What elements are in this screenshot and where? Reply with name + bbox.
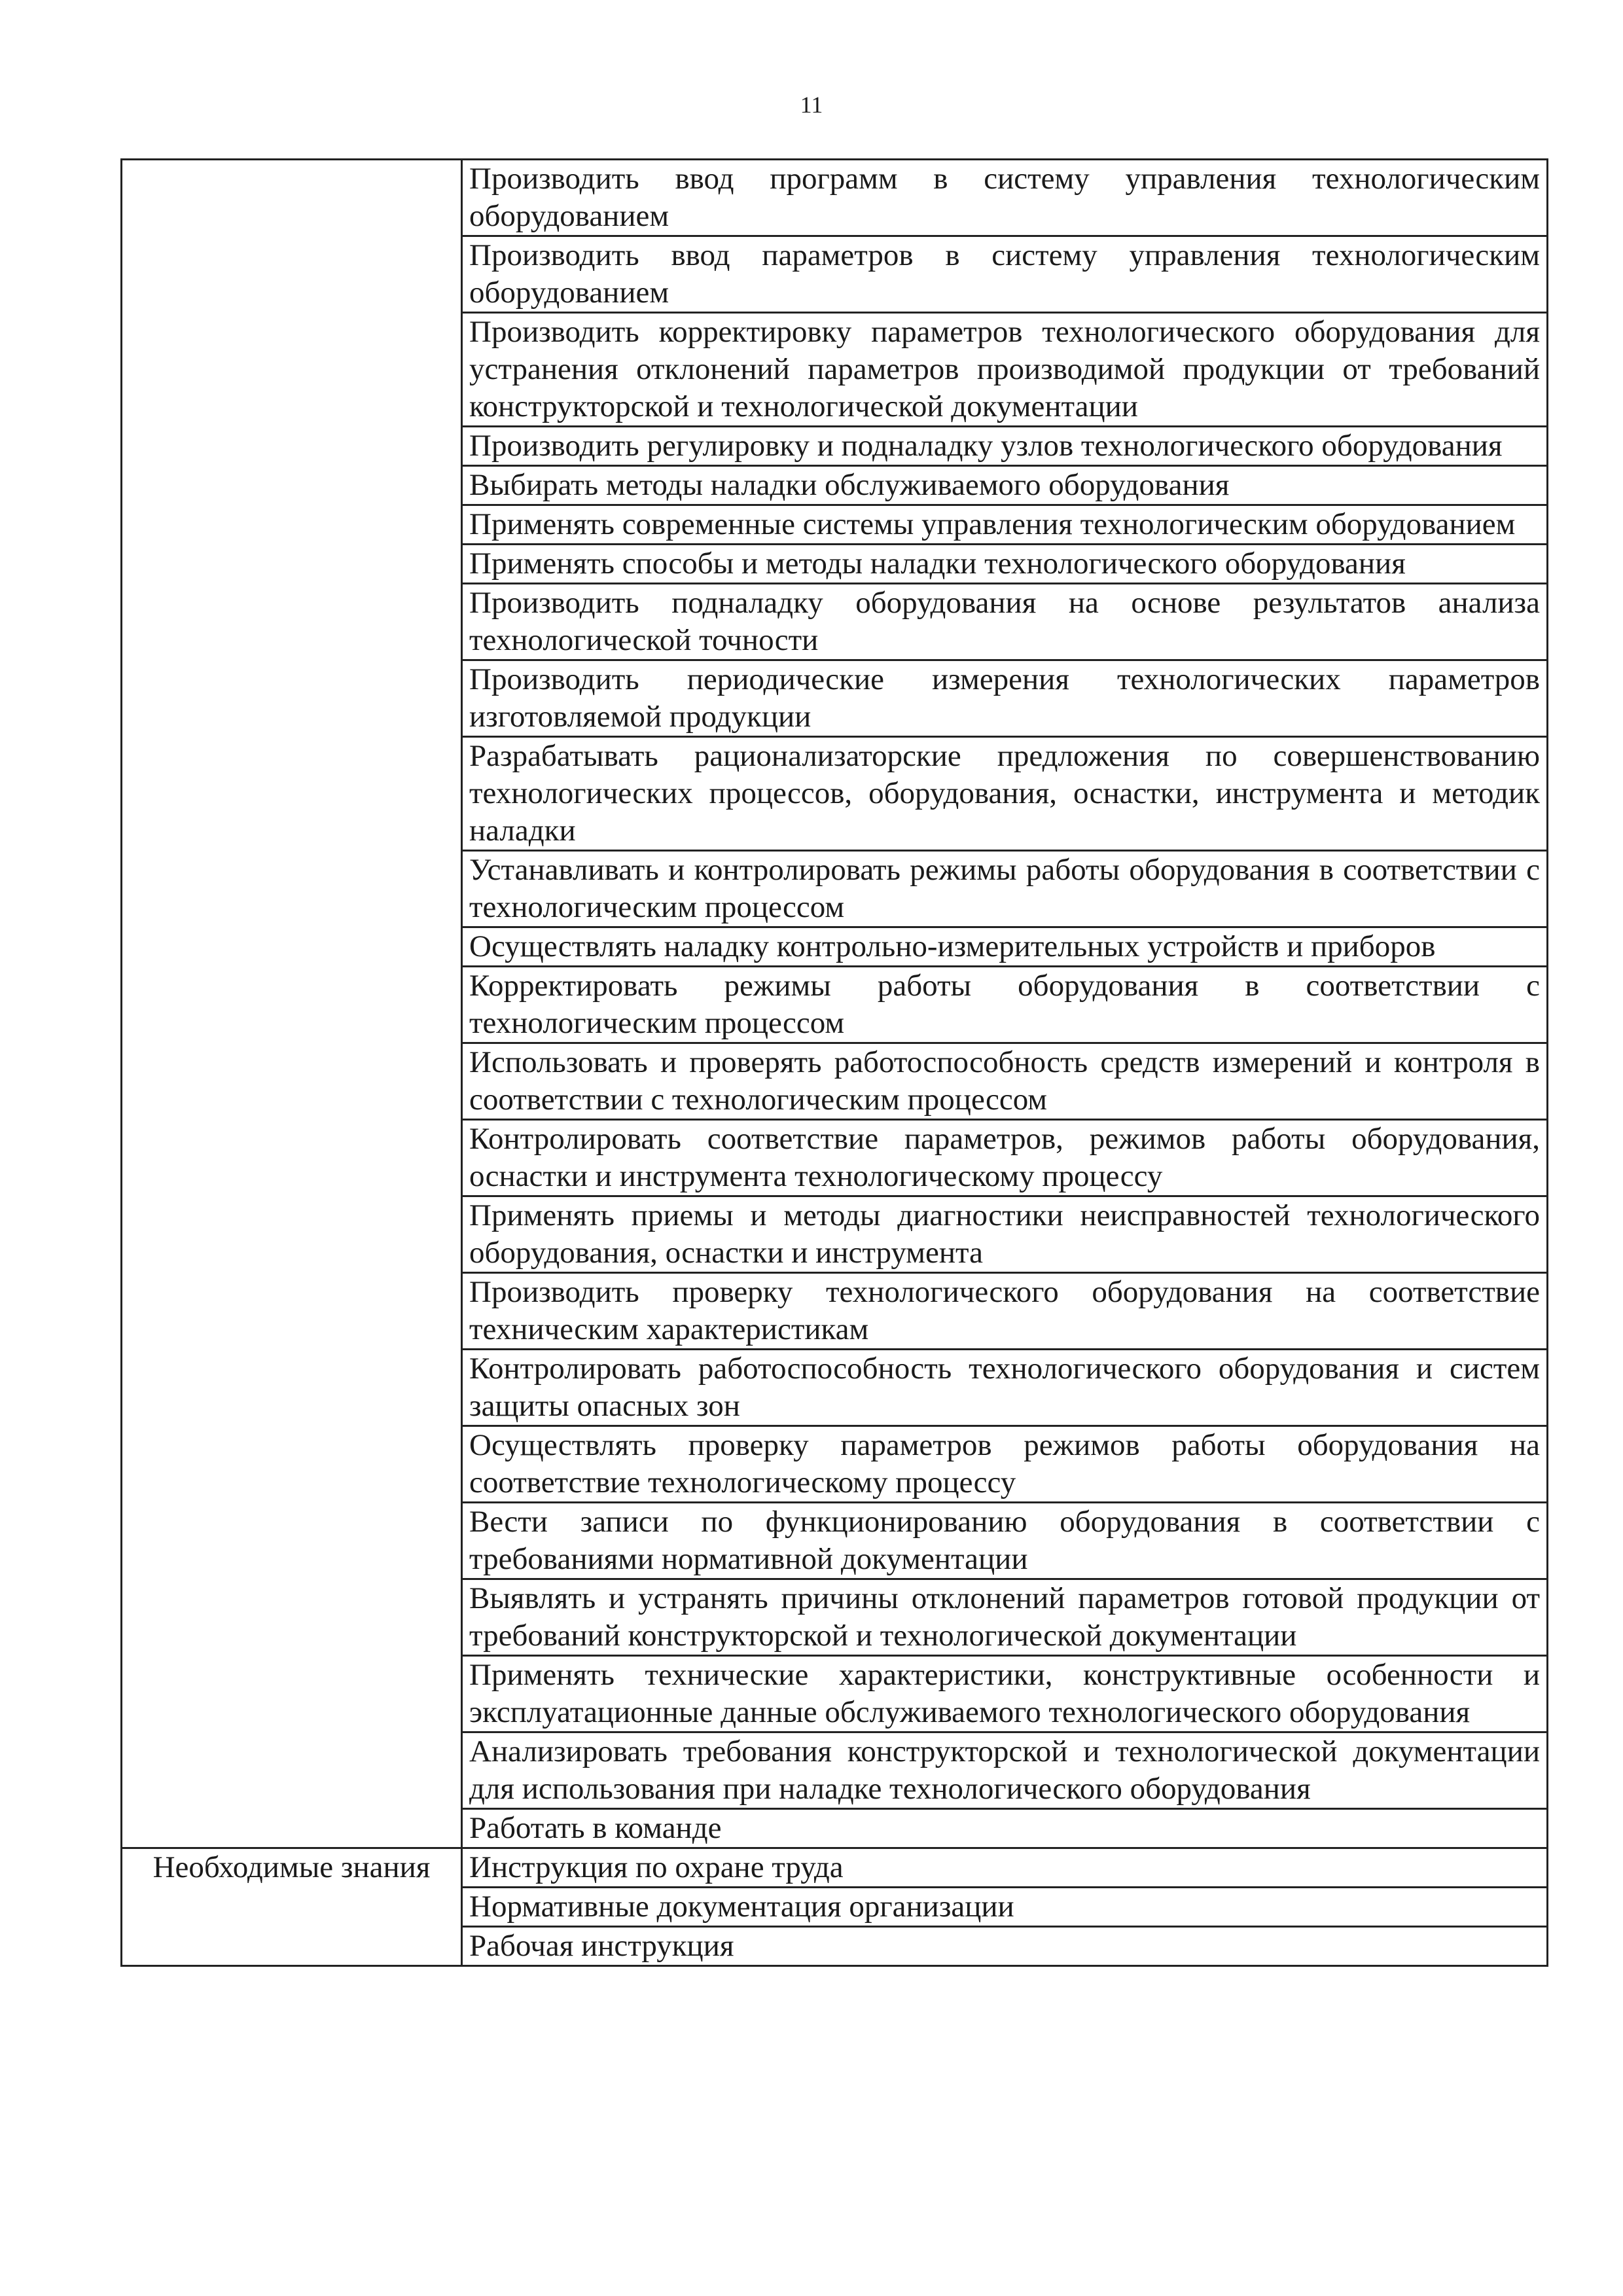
skill-item: Контролировать работоспособность технологического оборудования и систем защиты опасных зон [462,1350,1548,1426]
knowledge-item: Инструкция по охране труда [462,1848,1548,1888]
required-knowledge-label: Необходимые знания [122,1848,462,1966]
page-number: 11 [800,92,823,118]
table-row [122,160,1548,236]
skill-item: Производить проверку технологического оборудования на соответствие техническим характеристикам [462,1273,1548,1350]
skill-item: Разрабатывать рационализаторские предложения по совершенствованию технологических процессов, оборудования, оснастки, инструмента и методик наладки [462,737,1548,851]
competency-table-body [122,160,1548,1966]
skill-item: Вести записи по функционированию оборудования в соответствии с требованиями нормативной документации [462,1503,1548,1579]
section-label-cell [122,160,462,1848]
competency-table [120,158,1548,1967]
knowledge-item: Рабочая инструкция [462,1927,1548,1966]
skill-item: Анализировать требования конструкторской и технологической документации для использования при наладке технологического оборудования [462,1732,1548,1809]
skill-item: Применять способы и методы наладки технологического оборудования [462,545,1548,584]
skill-item: Устанавливать и контролировать режимы работы оборудования в соответствии с технологическим процессом [462,851,1548,927]
skill-item: Применять технические характеристики, конструктивные особенности и эксплуатационные данные обслуживаемого технологического оборудования [462,1656,1548,1732]
skill-item: Использовать и проверять работоспособность средств измерений и контроля в соответствии с технологическим процессом [462,1043,1548,1120]
skill-item: Осуществлять наладку контрольно-измерительных устройств и приборов [462,927,1548,967]
table-row [122,1848,1548,1888]
skill-item: Выбирать методы наладки обслуживаемого оборудования [462,466,1548,505]
skill-item: Производить корректировку параметров технологического оборудования для устранения отклонений параметров производимой продукции от требований конструкторской и технологической документации [462,313,1548,427]
skill-item: Контролировать соответствие параметров, режимов работы оборудования, оснастки и инструмента технологическому процессу [462,1120,1548,1196]
skill-item: Выявлять и устранять причины отклонений параметров готовой продукции от требований конструкторской и технологической документации [462,1579,1548,1656]
skill-item: Применять современные системы управления технологическим оборудованием [462,505,1548,545]
skill-item: Производить подналадку оборудования на основе результатов анализа технологической точности [462,584,1548,660]
skill-item: Производить ввод параметров в систему управления технологическим оборудованием [462,236,1548,313]
skill-item: Применять приемы и методы диагностики неисправностей технологического оборудования, оснастки и инструмента [462,1196,1548,1273]
skill-item: Производить ввод программ в систему управления технологическим оборудованием [462,160,1548,236]
skill-item: Производить периодические измерения технологических параметров изготовляемой продукции [462,660,1548,737]
skill-item: Осуществлять проверку параметров режимов работы оборудования на соответствие технологическому процессу [462,1426,1548,1503]
skill-item: Работать в команде [462,1809,1548,1848]
skill-item: Корректировать режимы работы оборудования в соответствии с технологическим процессом [462,967,1548,1043]
knowledge-item: Нормативные документация организации [462,1888,1548,1927]
skill-item: Производить регулировку и подналадку узлов технологического оборудования [462,427,1548,466]
